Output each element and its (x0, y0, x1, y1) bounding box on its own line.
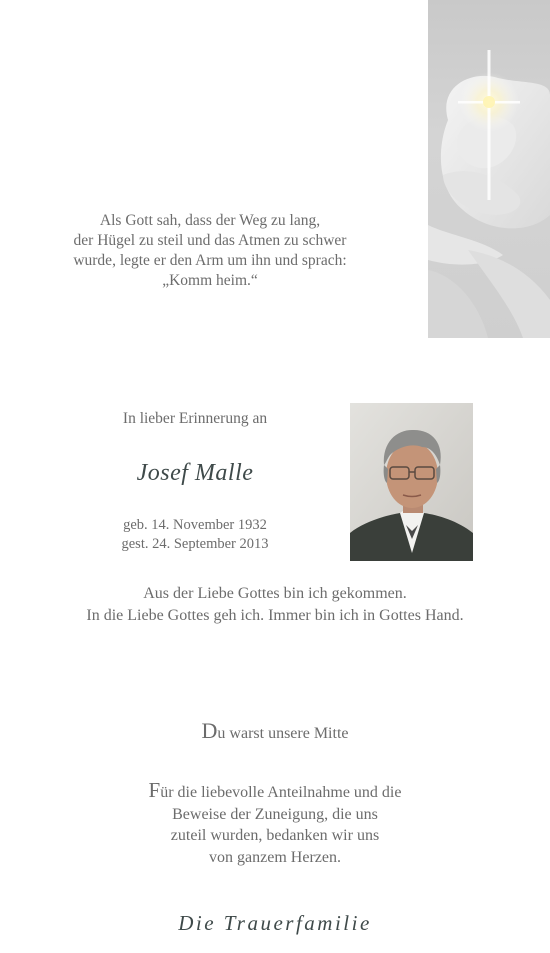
verse-line: der Hügel zu steil und das Atmen zu schwer (73, 232, 347, 249)
thanks-text (80, 780, 470, 868)
memory-label: In lieber Erinnerung an (122, 410, 268, 427)
thanks-line (80, 780, 470, 804)
quote-line: Aus der Liebe Gottes bin ich gekommen. (143, 585, 407, 602)
deceased-name: Josef Malle (136, 460, 254, 486)
thanks-initial: F (148, 778, 161, 802)
heading-rest: u warst unsere Mitte (217, 725, 349, 742)
portrait-photo (350, 403, 473, 561)
heading-initial: D (201, 718, 218, 743)
rose-image (428, 0, 550, 338)
family-signature: Die Trauerfamilie (178, 911, 372, 935)
birth-date: geb. 14. November 1932 (123, 517, 267, 533)
portrait-icon (350, 403, 473, 561)
tribute-heading (100, 718, 450, 744)
thanks-line-rest: ür die liebevolle Anteilnahme und die (160, 784, 402, 801)
rose-icon (428, 0, 550, 338)
verse-line: wurde, legte er den Arm um ihn und sprach: (73, 252, 347, 269)
thanks-line: von ganzem Herzen. (209, 848, 341, 866)
faith-quote (20, 583, 530, 627)
quote-line: In die Liebe Gottes geh ich. Immer bin ich in Gottes Hand. (86, 607, 464, 624)
verse-line: Als Gott sah, dass der Weg zu lang, (99, 212, 321, 229)
thanks-line: Beweise der Zuneigung, die uns (172, 805, 378, 823)
death-date: gest. 24. September 2013 (121, 536, 269, 552)
thanks-line: zuteil wurden, bedanken wir uns (170, 827, 380, 844)
verse (50, 211, 370, 291)
life-dates (70, 516, 320, 554)
verse-line: „Komm heim.“ (162, 272, 258, 289)
